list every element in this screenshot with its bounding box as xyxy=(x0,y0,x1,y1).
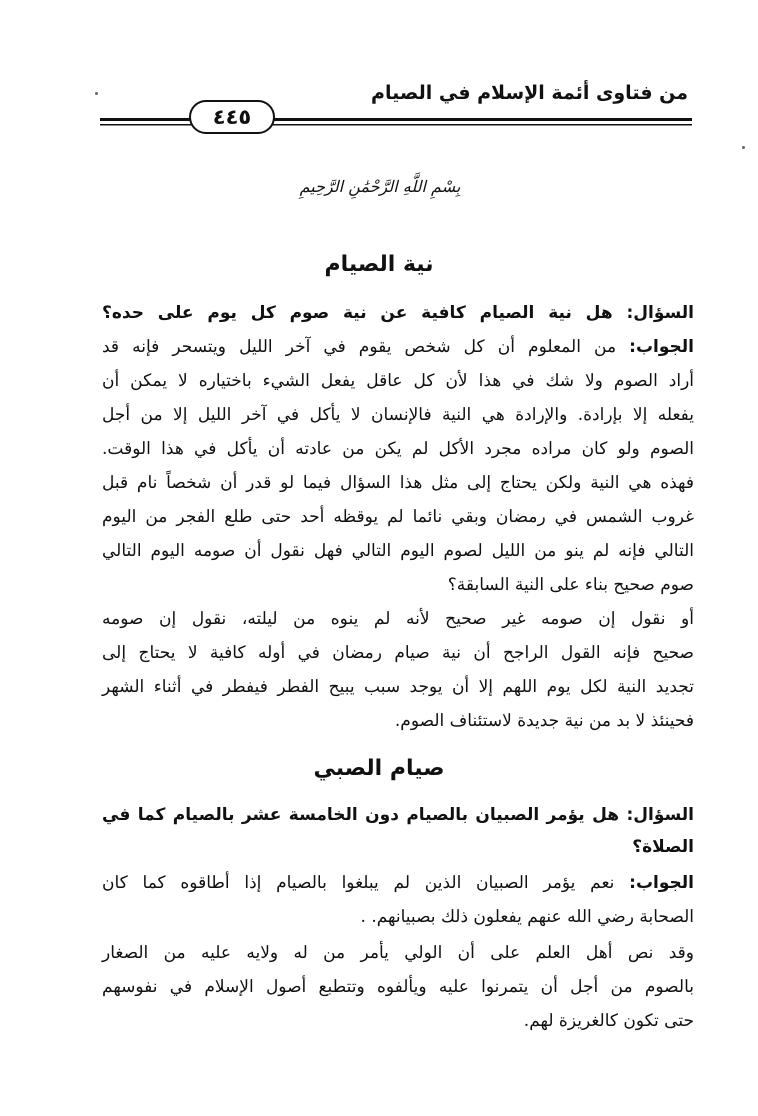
body-line: وقد نص أهل العلم على أن الولي يأمر من له ولايه عليه من الصغار xyxy=(102,943,694,963)
question-label: السؤال: xyxy=(626,805,695,825)
body-line: حتى تكون كالغريزة لهم. xyxy=(523,1011,694,1031)
body-line: تجديد النية لكل يوم اللهم إلا أن يوجد سبب يبيح الفطر فيفطر في أثناء الشهر xyxy=(102,677,694,697)
body-line: التالي فإنه لم ينو من الليل لصوم اليوم التالي فهل نقول أن صومه اليوم التالي xyxy=(102,541,694,561)
question-line: الصلاة؟ xyxy=(632,837,694,857)
body-line: غروب الشمس في رمضان وبقي نائما لم يوقظه أحد حتى طلع الفجر من اليوم xyxy=(102,507,694,527)
body-line: أراد الصوم ولا شك في هذا لأن كل عاقل يفعل الشيء باختياره لا يمكن أن xyxy=(102,371,694,391)
answer-line xyxy=(102,332,694,362)
section-title-niyyah: نية الصيام xyxy=(324,252,434,277)
answer-label: الجواب: xyxy=(629,337,695,357)
basmala: بِسْمِ اللَّهِ الرَّحْمَٰنِ الرَّحِيمِ xyxy=(299,177,461,196)
question-text: هل يؤمر الصبيان بالصيام دون الخامسة عشر بالصيام كما في xyxy=(102,805,620,825)
scan-speck xyxy=(95,92,98,95)
body-line: أو نقول إن صومه غير صحيح لأنه لم ينوه من ليلته، نقول إن صومه xyxy=(102,609,694,629)
answer-text: نعم يؤمر الصبيان الذين لم يبلغوا بالصيام إذا أطاقوه كما كان xyxy=(102,873,615,893)
question-line xyxy=(102,298,694,328)
question-text: هل نية الصيام كافية عن نية صوم كل يوم على حده؟ xyxy=(102,303,613,323)
body-line: صوم صحيح بناء على النية السابقة؟ xyxy=(447,575,694,595)
answer-label: الجواب: xyxy=(629,873,694,893)
section-title-child-fasting: صيام الصبي xyxy=(313,756,445,781)
body-line: الصحابة رضي الله عنهم يفعلون ذلك بصبيانهم. . xyxy=(360,907,694,927)
body-line: الصوم ولو كان مراده مجرد الأكل لم يكن من عادته أن يأكل في هذا الوقت. xyxy=(102,439,694,459)
body-line: صحيح فإنه القول الراجح أن نية صيام رمضان في أوله كافية لا يحتاج إلى xyxy=(102,643,694,663)
scan-speck xyxy=(742,146,745,149)
page-number: ٤٤٥ xyxy=(189,100,275,134)
question-line xyxy=(102,800,694,830)
body-line: بالصوم من أجل أن يتمرنوا عليه ويألفوه وتتطبع أصول الإسلام في نفوسهم xyxy=(102,977,694,997)
question-label: السؤال: xyxy=(626,303,694,323)
body-line: يفعله إلا بإرادة. والإرادة هي النية فالإنسان لا يأكل في آخر الليل إلا من أجل xyxy=(102,405,694,425)
answer-line xyxy=(102,868,694,898)
body-line: فهذه هي النية ولكن يحتاج إلى مثل هذا السؤال فيما لو قدر أن شخصاً نام قبل xyxy=(102,473,694,493)
running-title: من فتاوى أئمة الإسلام في الصيام xyxy=(371,82,688,104)
body-line: فحينئذ لا بد من نية جديدة لاستئناف الصوم. xyxy=(394,711,694,731)
answer-text: من المعلوم أن كل شخص يقوم في آخر الليل ويتسحر فإنه قد xyxy=(102,337,617,357)
